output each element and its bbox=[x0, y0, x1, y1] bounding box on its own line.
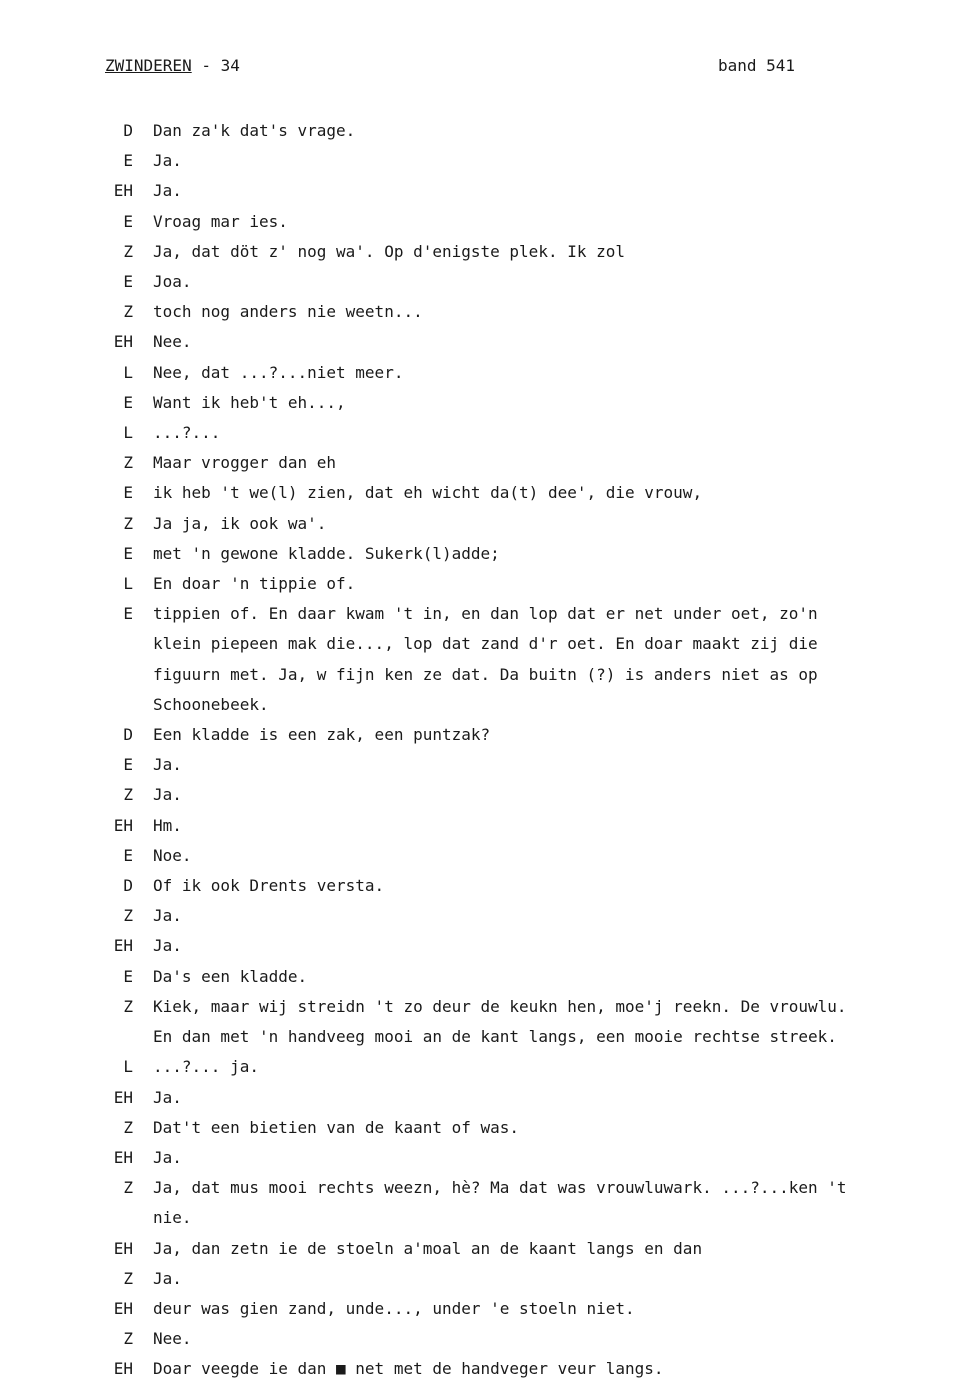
utterance-line: Hm. bbox=[153, 815, 182, 835]
utterance bbox=[153, 931, 953, 961]
utterance bbox=[153, 176, 953, 206]
utterance bbox=[153, 841, 953, 871]
utterance-line: Ja. bbox=[153, 755, 182, 775]
speaker-label: Z bbox=[123, 513, 133, 533]
transcript-turn bbox=[0, 811, 973, 841]
utterance-line: Nee. bbox=[153, 1329, 192, 1349]
speaker-label: EH bbox=[113, 936, 133, 956]
transcript-turn bbox=[0, 901, 973, 931]
utterance-line: Of ik ook Drents versta. bbox=[153, 876, 385, 896]
page-separator: - bbox=[191, 56, 221, 75]
utterance-line: klein piepeen mak die..., lop dat zand d'r oet. En doar maakt zij die bbox=[153, 634, 818, 654]
transcript-turn bbox=[0, 539, 973, 569]
utterance bbox=[153, 509, 953, 539]
transcript-turn bbox=[0, 720, 973, 750]
utterance-line: Ja, dat döt z' nog wa'. Op d'enigste plek. Ik zol bbox=[153, 241, 626, 261]
speaker-label: Z bbox=[123, 906, 133, 926]
utterance bbox=[153, 327, 953, 357]
utterance-line: Een kladde is een zak, een puntzak? bbox=[153, 725, 491, 745]
utterance bbox=[153, 1173, 953, 1233]
utterance-line: En dan met 'n handveeg mooi an de kant langs, een mooie rechtse streek. bbox=[153, 1027, 837, 1047]
transcript-turn bbox=[0, 418, 973, 448]
speaker-label: E bbox=[123, 272, 133, 292]
transcript-turn bbox=[0, 1113, 973, 1143]
utterance bbox=[153, 1113, 953, 1143]
utterance-line: En doar 'n tippie of. bbox=[153, 574, 356, 594]
transcript-turn bbox=[0, 1264, 973, 1294]
utterance-line: Dan za'k dat's vrage. bbox=[153, 121, 356, 140]
utterance bbox=[153, 962, 953, 992]
utterance-line: tippien of. En daar kwam 't in, en dan lop dat er net under oet, zo'n bbox=[153, 604, 818, 624]
utterance bbox=[153, 418, 953, 448]
utterance bbox=[153, 358, 953, 388]
speaker-label: Z bbox=[123, 302, 133, 322]
speaker-label: E bbox=[123, 151, 133, 171]
transcript-turn bbox=[0, 207, 973, 237]
place-name: ZWINDEREN bbox=[105, 56, 192, 75]
utterance-line: Nee, dat ...?...niet meer. bbox=[153, 362, 404, 382]
utterance-line: Da's een kladde. bbox=[153, 966, 308, 986]
transcript-turn bbox=[0, 358, 973, 388]
utterance bbox=[153, 811, 953, 841]
utterance-line: Ja. bbox=[153, 936, 182, 956]
transcript-turn bbox=[0, 448, 973, 478]
transcript-turn bbox=[0, 478, 973, 508]
transcript-turn bbox=[0, 1234, 973, 1264]
utterance bbox=[153, 1294, 953, 1324]
speaker-label: D bbox=[123, 725, 133, 745]
speaker-label: E bbox=[123, 604, 133, 624]
transcript-turn bbox=[0, 1354, 973, 1384]
speaker-label: E bbox=[123, 966, 133, 986]
utterance bbox=[153, 388, 953, 418]
speaker-label: Z bbox=[123, 996, 133, 1016]
utterance bbox=[153, 1264, 953, 1294]
speaker-label: L bbox=[123, 1057, 133, 1077]
utterance bbox=[153, 1143, 953, 1173]
utterance-line: ...?... ja. bbox=[153, 1057, 259, 1077]
utterance bbox=[153, 1354, 953, 1384]
utterance-line: Doar veegde ie dan ■ net met de handveger veur langs. bbox=[153, 1359, 664, 1379]
speaker-label: E bbox=[123, 392, 133, 412]
page-number: 34 bbox=[220, 56, 240, 75]
speaker-label: L bbox=[123, 574, 133, 594]
utterance-line: Want ik heb't eh..., bbox=[153, 392, 346, 412]
utterance bbox=[153, 267, 953, 297]
transcript-turn bbox=[0, 1324, 973, 1354]
utterance bbox=[153, 780, 953, 810]
transcript-turn bbox=[0, 176, 973, 206]
utterance bbox=[153, 871, 953, 901]
utterance bbox=[153, 720, 953, 750]
transcript-turn bbox=[0, 962, 973, 992]
transcript-turn bbox=[0, 992, 973, 1052]
speaker-label: L bbox=[123, 362, 133, 382]
transcript-turn bbox=[0, 1052, 973, 1082]
utterance bbox=[153, 992, 953, 1052]
transcript-turn bbox=[0, 931, 973, 961]
speaker-label: Z bbox=[123, 785, 133, 805]
speaker-label: Z bbox=[123, 1268, 133, 1288]
utterance-line: Ja, dat mus mooi rechts weezn, hè? Ma dat was vrouwluwark. ...?...ken 't bbox=[153, 1178, 847, 1198]
transcript-turn bbox=[0, 267, 973, 297]
transcript-turn bbox=[0, 780, 973, 810]
transcript-turn bbox=[0, 1083, 973, 1113]
speaker-label: EH bbox=[113, 1298, 133, 1318]
utterance-line: nie. bbox=[153, 1208, 192, 1228]
utterance bbox=[153, 569, 953, 599]
utterance-line: Schoonebeek. bbox=[153, 694, 269, 714]
speaker-label: Z bbox=[123, 1329, 133, 1349]
utterance bbox=[153, 448, 953, 478]
utterance-line: Nee. bbox=[153, 332, 192, 352]
utterance-line: toch nog anders nie weetn... bbox=[153, 302, 423, 322]
utterance-line: deur was gien zand, unde..., under 'e stoeln niet. bbox=[153, 1298, 635, 1318]
utterance-line: Ja. bbox=[153, 181, 182, 201]
utterance-line: Joa. bbox=[153, 272, 192, 292]
speaker-label: EH bbox=[113, 181, 133, 201]
utterance-line: Maar vrogger dan eh bbox=[153, 453, 337, 473]
transcript-turn bbox=[0, 388, 973, 418]
page-header bbox=[105, 56, 795, 82]
transcript-turn bbox=[0, 327, 973, 357]
utterance-line: Ja. bbox=[153, 1087, 182, 1107]
utterance bbox=[153, 901, 953, 931]
speaker-label: Z bbox=[123, 1178, 133, 1198]
speaker-label: D bbox=[123, 121, 133, 140]
speaker-label: L bbox=[123, 423, 133, 443]
band-label: band 541 bbox=[717, 56, 795, 75]
transcript bbox=[0, 116, 973, 1385]
speaker-label: EH bbox=[113, 1359, 133, 1379]
transcript-turn bbox=[0, 841, 973, 871]
transcript-turn bbox=[0, 509, 973, 539]
transcript-turn bbox=[0, 116, 973, 146]
speaker-label: D bbox=[123, 876, 133, 896]
transcript-turn bbox=[0, 750, 973, 780]
utterance-line: Vroag mar ies. bbox=[153, 211, 288, 231]
transcript-turn bbox=[0, 146, 973, 176]
transcript-turn bbox=[0, 599, 973, 720]
utterance bbox=[153, 599, 953, 720]
speaker-label: Z bbox=[123, 453, 133, 473]
utterance-line: Dat't een bietien van de kaant of was. bbox=[153, 1117, 520, 1137]
utterance bbox=[153, 1234, 953, 1264]
utterance-line: Ja. bbox=[153, 906, 182, 926]
speaker-label: E bbox=[123, 845, 133, 865]
utterance-line: ik heb 't we(l) zien, dat eh wicht da(t) dee', die vrouw, bbox=[153, 483, 703, 503]
utterance-line: met 'n gewone kladde. Sukerk(l)adde; bbox=[153, 543, 500, 563]
speaker-label: EH bbox=[113, 1087, 133, 1107]
transcript-turn bbox=[0, 1173, 973, 1233]
transcript-turn bbox=[0, 297, 973, 327]
page-title bbox=[105, 56, 240, 75]
speaker-label: E bbox=[123, 543, 133, 563]
speaker-label: EH bbox=[113, 1238, 133, 1258]
speaker-label: E bbox=[123, 211, 133, 231]
speaker-label: EH bbox=[113, 1147, 133, 1167]
utterance-line: Ja. bbox=[153, 151, 182, 171]
utterance bbox=[153, 1324, 953, 1354]
utterance bbox=[153, 207, 953, 237]
utterance-line: Ja, dan zetn ie de stoeln a'moal an de kaant langs en dan bbox=[153, 1238, 703, 1258]
utterance bbox=[153, 1083, 953, 1113]
utterance bbox=[153, 1052, 953, 1082]
speaker-label: EH bbox=[113, 332, 133, 352]
utterance-line: Ja. bbox=[153, 785, 182, 805]
utterance bbox=[153, 116, 953, 146]
speaker-label: E bbox=[123, 755, 133, 775]
utterance bbox=[153, 539, 953, 569]
speaker-label: Z bbox=[123, 1117, 133, 1137]
utterance bbox=[153, 146, 953, 176]
transcript-turn bbox=[0, 237, 973, 267]
utterance-line: Ja. bbox=[153, 1147, 182, 1167]
utterance-line: ...?... bbox=[153, 423, 221, 443]
transcript-turn bbox=[0, 1294, 973, 1324]
utterance-line: Ja. bbox=[153, 1268, 182, 1288]
utterance-line: Ja ja, ik ook wa'. bbox=[153, 513, 327, 533]
transcript-turn bbox=[0, 569, 973, 599]
transcript-turn bbox=[0, 1143, 973, 1173]
utterance-line: Noe. bbox=[153, 845, 192, 865]
speaker-label: Z bbox=[123, 241, 133, 261]
speaker-label: E bbox=[123, 483, 133, 503]
utterance bbox=[153, 237, 953, 267]
transcript-turn bbox=[0, 871, 973, 901]
utterance bbox=[153, 478, 953, 508]
utterance-line: figuurn met. Ja, w fijn ken ze dat. Da buitn (?) is anders niet as op bbox=[153, 664, 818, 684]
utterance bbox=[153, 297, 953, 327]
utterance bbox=[153, 750, 953, 780]
utterance-line: Kiek, maar wij streidn 't zo deur de keukn hen, moe'j reekn. De vrouwlu. bbox=[153, 996, 847, 1016]
speaker-label: EH bbox=[113, 815, 133, 835]
